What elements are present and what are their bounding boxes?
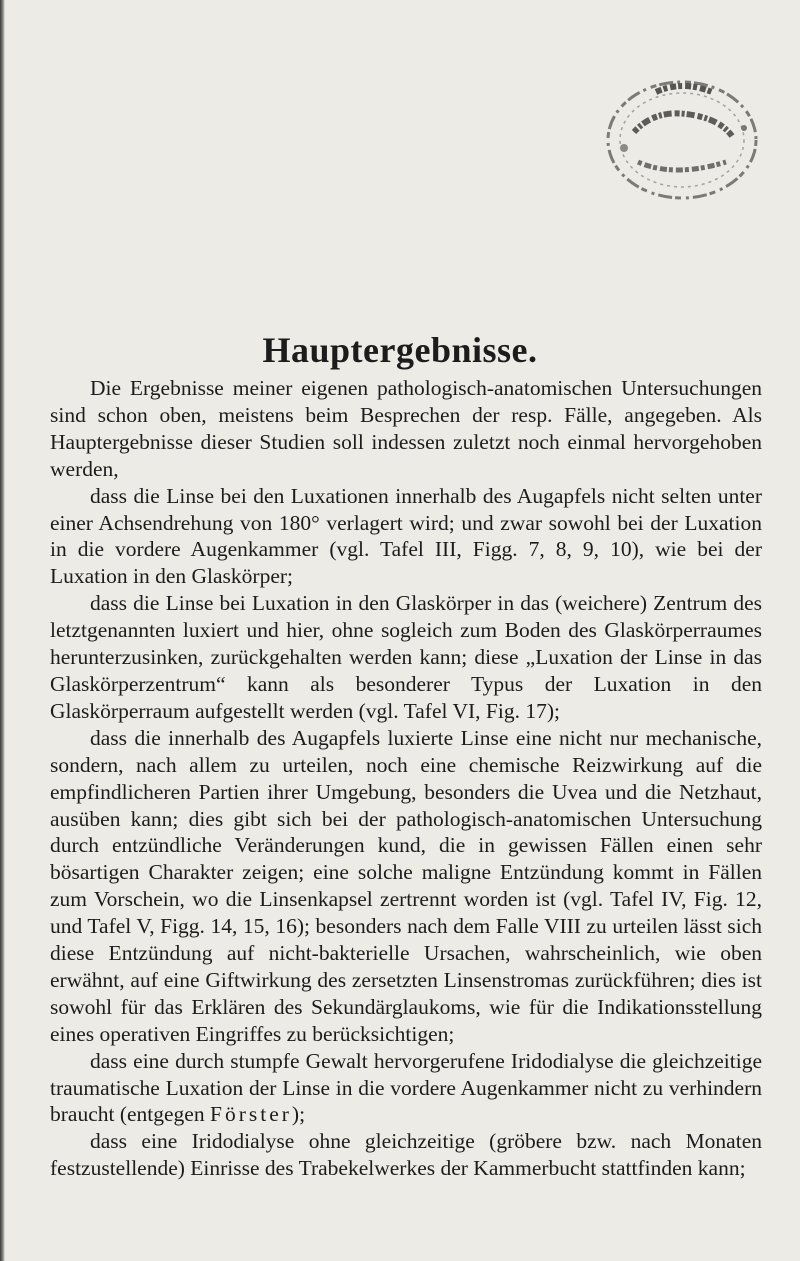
page-title: Hauptergebnisse. <box>262 330 538 370</box>
page-binding-edge <box>0 0 5 1261</box>
paragraph-finding-vitreous-center: dass die Linse bei Luxation in den Glaskörper in das (weichere) Zentrum des letztgenannten luxiert und hier, ohne sogleich zum Boden des Glaskörperraumes herunterzusinken, zurückgehalten werden kann; diese „Luxation der Linse in das Glaskörperzentrum“ kann als besonderer Typus der Luxation in den Glaskörperraum aufgestellt werden (vgl. Tafel VI, Fig. 17); <box>50 591 762 723</box>
body-text <box>50 375 762 1182</box>
paragraph-text-after: ); <box>291 1102 306 1127</box>
cited-author-name: Förster <box>209 1102 292 1127</box>
library-stamp <box>594 70 764 210</box>
paragraph-text-before: dass eine durch stumpfe Gewalt hervorgerufene Iridodialyse die gleichzeitige traumatische Luxation der Linse in die vordere Augenkammer nicht zu verhindern braucht (entgegen <box>50 1048 762 1127</box>
paragraph-finding-iridodialysis-luxation <box>50 1048 762 1129</box>
paragraph-intro: Die Ergebnisse meiner eigenen pathologisch-anatomischen Untersuchungen sind schon oben, meistens beim Besprechen der resp. Fälle, angegeben. Als Hauptergebnisse dieser Studien soll indessen zuletzt noch einmal hervorgehoben werden, <box>50 376 762 481</box>
paragraph-finding-lens-rotation: dass die Linse bei den Luxationen innerhalb des Augapfels nicht selten unter einer Achsendrehung von 180° verlagert wird; und zwar sowohl bei der Luxation in die vordere Augenkammer (vgl. Tafel III, Figg. 7, 8, 9, 10), wie bei der Luxation in den Glaskörper; <box>50 483 762 589</box>
paragraph-finding-iridodialysis-trabecular: dass eine Iridodialyse ohne gleichzeitige (gröbere bzw. nach Monaten festzustellende) Einrisse des Trabekelwerkes der Kammerbucht stattfinden kann; <box>50 1129 762 1181</box>
paragraph-finding-chemical-irritation: dass die innerhalb des Augapfels luxierte Linse eine nicht nur mechanische, sondern, nach allem zu urteilen, noch eine chemische Reizwirkung auf die empfindlicheren Partien ihrer Umgebung, besonders die Uvea und die Netzhaut, ausüben kann; dies gibt sich bei der pathologisch-anatomischen Untersuchung durch entzündliche Veränderungen kund, die in gewissen Fällen einen sehr bösartigen Charakter zeigen; eine solche maligne Entzündung kommt in Fällen zum Vorschein, wo die Linsenkapsel zertrennt worden ist (vgl. Tafel IV, Fig. 12, und Tafel V, Figg. 14, 15, 16); besonders nach dem Falle VIII zu urteilen lässt sich diese Entzündung auf nicht-bakterielle Ursachen, wahrscheinlich, wie oben erwähnt, auf eine Giftwirkung des zersetzten Linsenstromas zurückführen; dies ist sowohl für das Erklären des Sekundärglaukoms, wie für die Indikationsstellung eines operativen Eingriffes zu berücksichtigen; <box>50 725 762 1046</box>
